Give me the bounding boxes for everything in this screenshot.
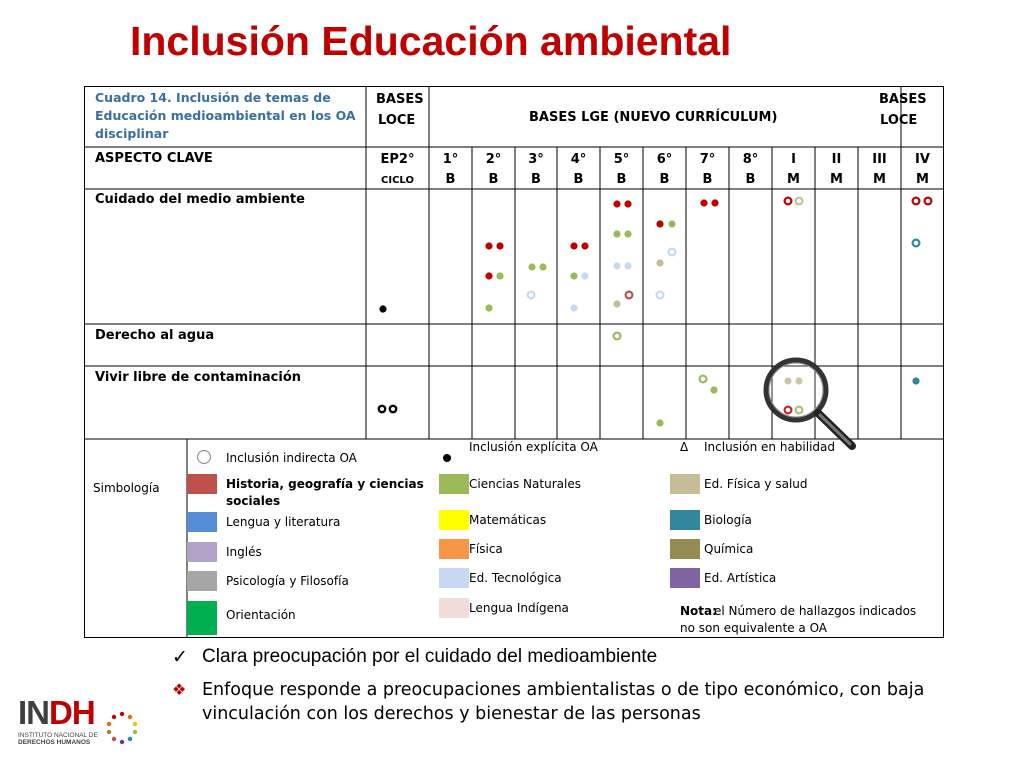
subject-label: Ed. Artística	[704, 571, 777, 585]
check-mark-icon: ✓	[172, 647, 188, 668]
inclusion-dot	[581, 272, 588, 279]
column-header-bottom: B	[488, 172, 499, 187]
inclusion-dot	[496, 272, 503, 279]
subject-color-swatch	[439, 474, 469, 494]
inclusion-dot	[624, 262, 631, 269]
inclusion-dot	[624, 230, 631, 237]
note-bold: Nota:	[680, 604, 717, 618]
inclusion-dot	[785, 198, 792, 205]
inclusion-dot	[613, 300, 620, 307]
inclusion-dot	[539, 263, 546, 270]
bullet-check-text: Clara preocupación por el cuidado del medioambiente	[202, 646, 658, 667]
table-graphic	[84, 86, 944, 638]
column-header-bottom: CICLO	[381, 175, 414, 186]
inclusion-dot	[925, 198, 932, 205]
column-header-bottom: M	[873, 172, 886, 187]
subject-label: Biología	[704, 513, 752, 527]
logo-sub-2: DERECHOS HUMANOS	[18, 739, 91, 747]
subject-label: Ed. Tecnológica	[469, 571, 562, 585]
subject-label: Historia, geografía y ciencias	[226, 477, 424, 491]
inclusion-dot	[913, 240, 920, 247]
subject-label: Lengua y literatura	[226, 515, 341, 529]
inclusion-dot	[700, 199, 707, 206]
subject-color-swatch	[439, 598, 469, 618]
inclusion-dot	[570, 272, 577, 279]
inclusion-dot	[379, 406, 385, 412]
column-header-bottom: B	[573, 172, 584, 187]
inclusion-dot	[656, 419, 663, 426]
inclusion-dot	[912, 377, 919, 384]
row-label-cuidado: Cuidado del medio ambiente	[95, 192, 305, 207]
column-header-top: 4°	[570, 152, 587, 167]
table-caption-line-3: disciplinar	[95, 126, 169, 141]
logo-dh: DH	[49, 694, 95, 731]
inclusion-dot	[656, 259, 663, 266]
column-header-bottom: B	[445, 172, 456, 187]
table-caption-line-2: Educación medioambiental en los OA	[95, 108, 356, 123]
row-label-agua: Derecho al agua	[95, 328, 215, 343]
subject-label: Física	[469, 542, 503, 556]
subject-label: Química	[704, 542, 754, 556]
subject-color-swatch	[670, 474, 700, 494]
subject-label: Psicología y Filosofía	[226, 574, 349, 588]
subject-color-swatch	[187, 601, 217, 635]
diamond-bullet-icon: ❖	[172, 680, 187, 699]
subject-color-swatch	[187, 512, 217, 532]
column-header-top: 5°	[613, 152, 630, 167]
column-header-top: IV	[915, 152, 930, 167]
subject-label: Inglés	[226, 545, 262, 559]
bases-loce-right-2: LOCE	[880, 113, 918, 128]
column-header-bottom: B	[702, 172, 713, 187]
row-label-contaminacion: Vivir libre de contaminación	[95, 370, 302, 385]
column-header-bottom: B	[616, 172, 627, 187]
inclusion-dot	[570, 242, 577, 249]
inclusion-dot	[669, 249, 676, 256]
subject-color-swatch	[670, 539, 700, 559]
aspecto-clave-header: ASPECTO CLAVE	[95, 151, 213, 166]
inclusion-dot	[614, 333, 621, 340]
column-header-top: III	[872, 152, 887, 167]
indh-logo	[18, 694, 148, 754]
inclusion-dot	[657, 292, 664, 299]
indirect-inclusion-symbol	[198, 451, 211, 464]
table-caption-line-1: Cuadro 14. Inclusión de temas de	[95, 90, 331, 105]
inclusion-dot	[796, 198, 803, 205]
column-header-top: 8°	[742, 152, 759, 167]
column-header-bottom: M	[787, 172, 800, 187]
inclusion-dot	[390, 406, 396, 412]
subject-label: Orientación	[226, 608, 296, 622]
subject-label: Ed. Física y salud	[704, 477, 808, 491]
subject-color-swatch	[187, 542, 217, 562]
subject-label: Lengua Indígena	[469, 601, 569, 615]
column-header-bottom: M	[830, 172, 843, 187]
explicit-inclusion-symbol	[443, 454, 451, 462]
inclusion-dot	[570, 304, 577, 311]
bases-loce-right-1: BASES	[879, 92, 927, 107]
subject-color-swatch	[439, 568, 469, 588]
bullet-list	[172, 646, 992, 726]
legend-section-label: Simbología	[93, 481, 160, 495]
column-header-top: EP2°	[380, 152, 415, 167]
note-line-2: no son equivalente a OA	[680, 621, 828, 635]
bullet-diamond	[172, 679, 992, 726]
legend-indirecta: Inclusión indirecta OA	[226, 451, 357, 465]
inclusion-dot	[711, 199, 718, 206]
inclusion-dot	[656, 220, 663, 227]
inclusion-dot	[668, 220, 675, 227]
column-header-bottom: M	[916, 172, 929, 187]
logo-sub-1: INSTITUTO NACIONAL DE	[18, 732, 98, 739]
delta-symbol: Δ	[680, 440, 689, 454]
subject-color-swatch	[670, 510, 700, 530]
subject-color-swatch	[439, 539, 469, 559]
inclusion-dot	[710, 386, 717, 393]
column-header-top: 7°	[699, 152, 716, 167]
inclusion-dot	[913, 198, 920, 205]
logo-dot-ring-icon	[104, 710, 140, 746]
column-header-top: I	[791, 152, 796, 167]
bullet-diamond-text: Enfoque responde a preocupaciones ambientalistas o de tipo económico, con baja vinculación con los derechos y bienestar de las personas	[202, 680, 925, 724]
subject-color-swatch	[187, 474, 217, 494]
column-header-top: 6°	[656, 152, 673, 167]
inclusion-dot	[485, 304, 492, 311]
inclusion-dot	[485, 242, 492, 249]
bullet-check	[172, 646, 992, 669]
inclusion-dot	[700, 376, 707, 383]
column-header-top: 3°	[528, 152, 544, 167]
column-header-bottom: B	[659, 172, 670, 187]
column-header-top: II	[831, 152, 842, 167]
magnifier-icon	[766, 360, 852, 446]
inclusion-dot	[528, 292, 535, 299]
legend-explicita: Inclusión explícita OA	[469, 440, 598, 454]
bases-loce-left-2: LOCE	[378, 113, 416, 128]
column-header-top: 2°	[485, 152, 502, 167]
logo-in: IN	[18, 694, 49, 731]
inclusion-table	[84, 86, 944, 638]
column-header-top: 1°	[442, 152, 459, 167]
slide-title: Inclusión Educación ambiental	[130, 18, 732, 64]
subject-label: Ciencias Naturales	[469, 477, 581, 491]
subject-label: Matemáticas	[469, 513, 547, 527]
inclusion-dot	[485, 272, 492, 279]
bases-lge-header: BASES LGE (NUEVO CURRÍCULUM)	[529, 110, 778, 125]
legend-habilidad: Inclusión en habilidad	[704, 440, 835, 454]
column-header-bottom: B	[531, 172, 541, 187]
inclusion-dot	[624, 200, 631, 207]
inclusion-dot	[626, 292, 633, 299]
inclusion-dot	[581, 242, 588, 249]
column-header-bottom: B	[745, 172, 756, 187]
subject-color-swatch	[670, 568, 700, 588]
bases-loce-left-1: BASES	[376, 92, 424, 107]
inclusion-dot	[528, 263, 535, 270]
subject-label-line-2: sociales	[226, 494, 281, 508]
inclusion-dot	[496, 242, 503, 249]
inclusion-dot	[379, 305, 386, 312]
note-text: el Número de hallazgos indicados	[714, 604, 917, 618]
subject-color-swatch	[439, 510, 469, 530]
inclusion-dot	[613, 230, 620, 237]
subject-color-swatch	[187, 571, 217, 591]
inclusion-dot	[613, 262, 620, 269]
inclusion-dot	[613, 200, 620, 207]
